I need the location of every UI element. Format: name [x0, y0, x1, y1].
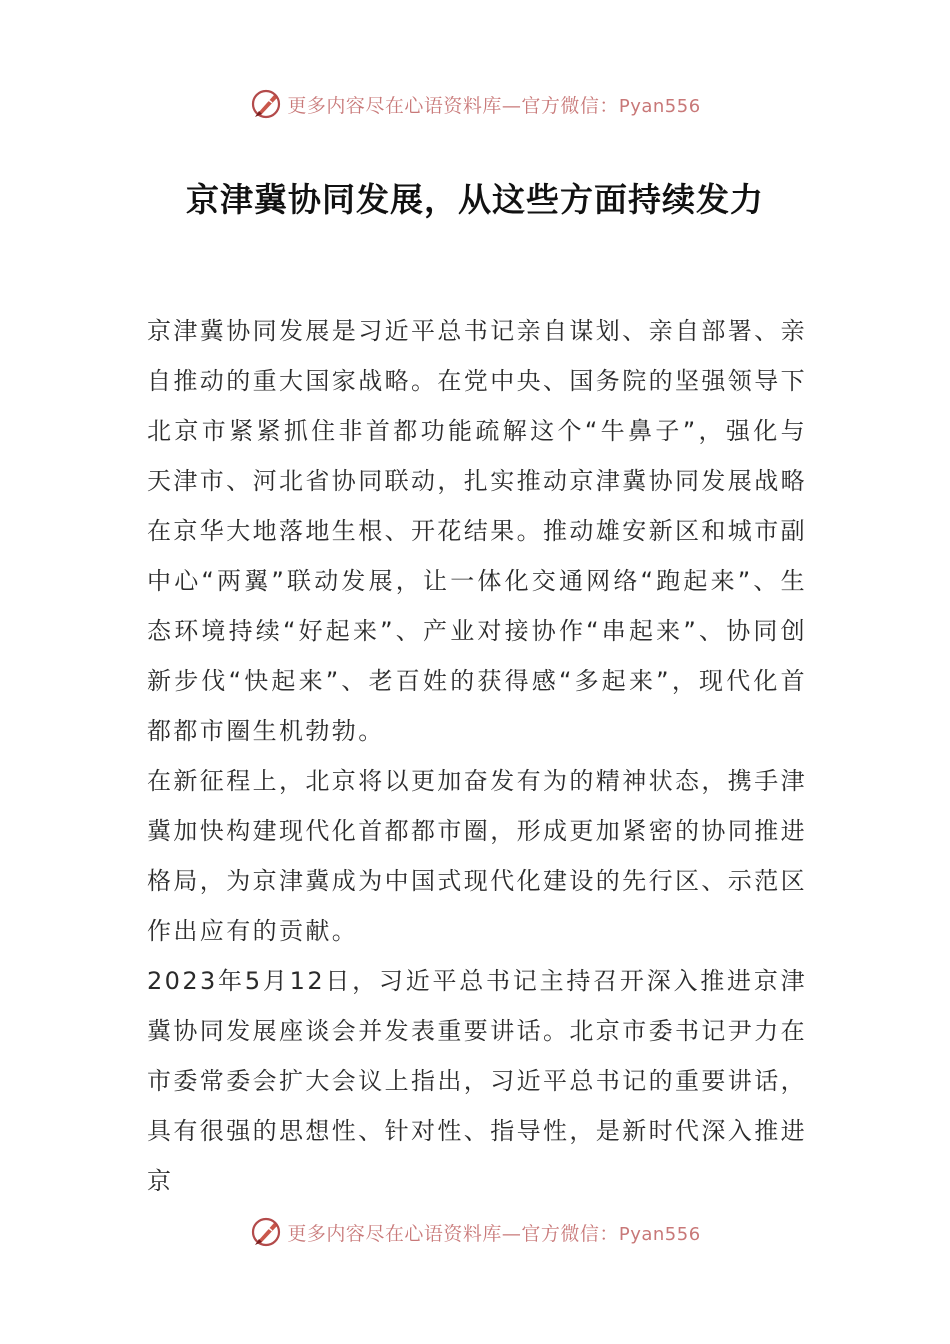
paragraph: 2023年5月12日，习近平总书记主持召开深入推进京津冀协同发展座谈会并发表重要讲话。北京市委书记尹力在市委常委会扩大会议上指出，习近平总书记的重要讲话，具有很强的思想性、针对性、指导性，是新时代深入推进京	[147, 967, 807, 1195]
pen-circle-logo-icon	[249, 1215, 283, 1249]
pen-circle-logo-icon	[249, 87, 283, 121]
document-title: 京津冀协同发展，从这些方面持续发力	[186, 180, 764, 219]
watermark-label: 更多内容尽在心语资料库—官方微信：	[287, 1222, 619, 1245]
paragraph: 在新征程上，北京将以更加奋发有为的精神状态，携手津冀加快构建现代化首都都市圈，形成更加紧密的协同推进格局，为京津冀成为中国式现代化建设的先行区、示范区作出应有的贡献。	[147, 767, 807, 945]
watermark-account: Pyan556	[618, 95, 701, 117]
footer-watermark-banner	[0, 1212, 950, 1252]
watermark-label: 更多内容尽在心语资料库—官方微信：	[287, 94, 619, 117]
watermark-text	[287, 1219, 700, 1246]
watermark-account: Pyan556	[618, 1223, 701, 1245]
paragraph: 京津冀协同发展是习近平总书记亲自谋划、亲自部署、亲自推动的重大国家战略。在党中央、国务院的坚强领导下北京市紧紧抓住非首都功能疏解这个“牛鼻子”，强化与天津市、河北省协同联动，扎实推动京津冀协同发展战略在京华大地落地生根、开花结果。推动雄安新区和城市副中心“两翼”联动发展，让一体化交通网络“跑起来”、生态环境持续“好起来”、产业对接协作“串起来”、协同创新步伐“快起来”、老百姓的获得感“多起来”，现代化首都都市圈生机勃勃。	[147, 317, 807, 745]
document-body	[147, 306, 807, 1206]
watermark-text	[287, 91, 700, 118]
header-watermark-banner	[0, 84, 950, 124]
